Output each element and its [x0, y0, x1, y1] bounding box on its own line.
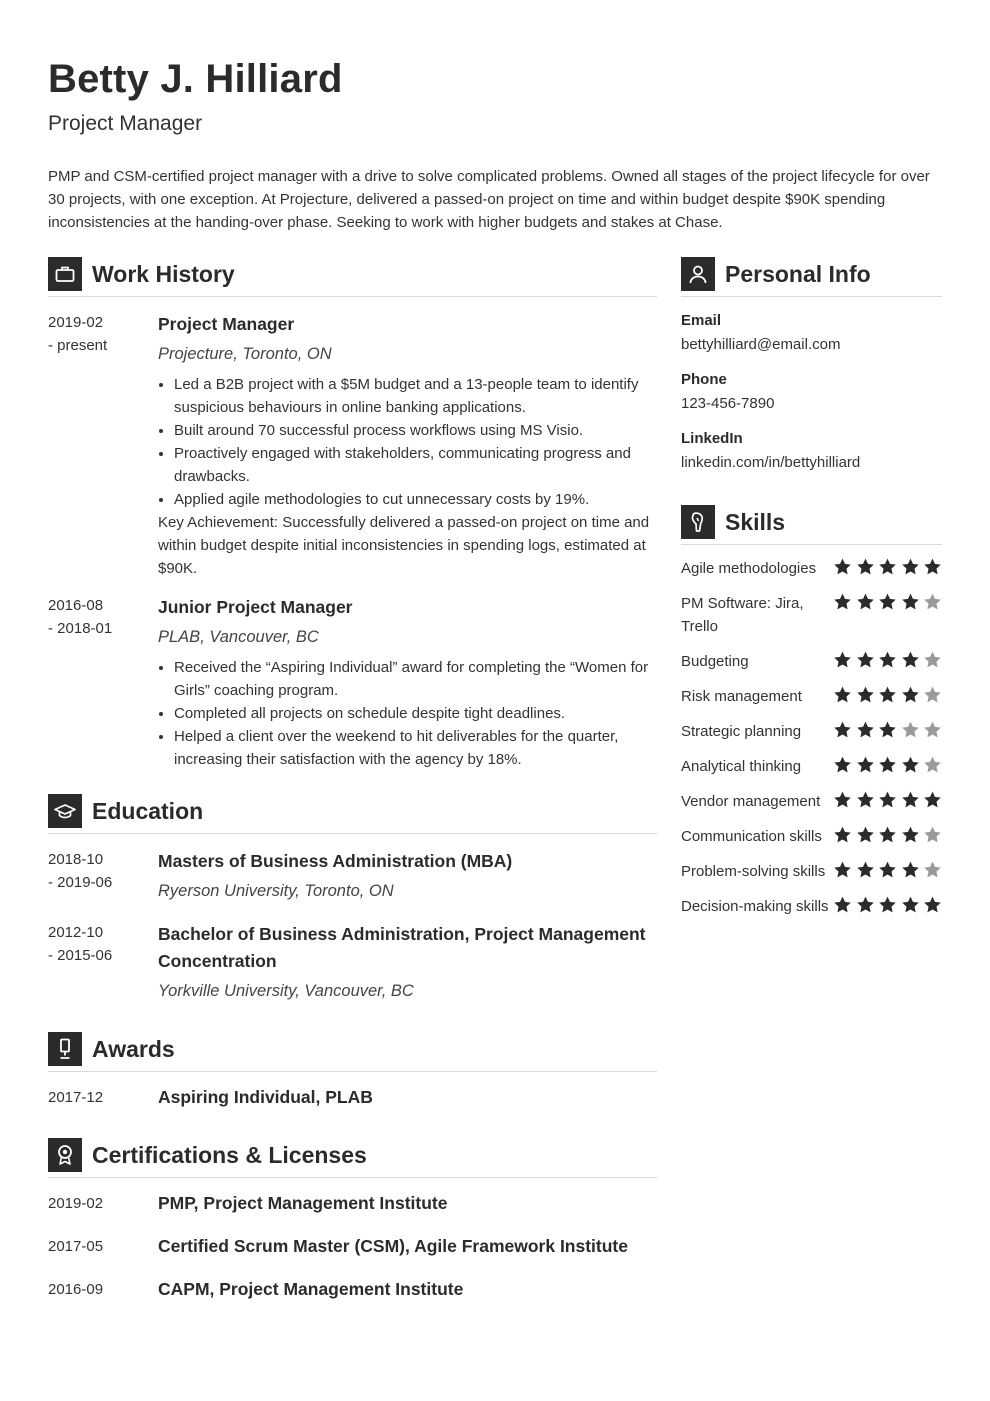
- skill-rating: [830, 557, 943, 576]
- bullet: • Built around 70 successful process workflows using MS Visio.: [174, 419, 657, 442]
- skill-row: [681, 790, 942, 813]
- briefcase-icon: [48, 257, 82, 291]
- certification-entry: [48, 1192, 657, 1217]
- date-end: - 2015-06: [48, 947, 113, 964]
- star-filled-icon: [878, 592, 897, 611]
- certification-date: 2019-02: [48, 1195, 104, 1212]
- star-filled-icon: [856, 755, 875, 774]
- star-empty-icon: [923, 720, 942, 739]
- key-achievement: Key Achievement: Successfully delivered a passed-on project on time and within budget despite initial inconsistencies in spending logs, estimated at $90K.: [158, 514, 650, 577]
- star-filled-icon: [901, 685, 920, 704]
- phone-value[interactable]: 123-456-7890: [681, 395, 775, 412]
- star-filled-icon: [833, 790, 852, 809]
- award-entry: [48, 1086, 657, 1111]
- star-filled-icon: [833, 557, 852, 576]
- awards-section: [48, 1031, 657, 1111]
- star-filled-icon: [833, 755, 852, 774]
- star-filled-icon: [856, 592, 875, 611]
- star-filled-icon: [856, 860, 875, 879]
- skill-name: Communication skills: [681, 828, 822, 845]
- skill-row: [681, 592, 942, 638]
- work-entry: [48, 594, 657, 771]
- star-filled-icon: [856, 650, 875, 669]
- date-end: - present: [48, 337, 108, 354]
- star-filled-icon: [878, 825, 897, 844]
- right-column: [681, 256, 942, 918]
- certification-date: 2016-09: [48, 1281, 104, 1298]
- education-entry-body: [158, 848, 657, 903]
- date-start: 2016-08: [48, 597, 104, 614]
- star-filled-icon: [878, 755, 897, 774]
- work-history-section: [48, 256, 657, 771]
- date-end: - 2019-06: [48, 874, 113, 891]
- info-phone: [681, 369, 942, 415]
- skill-rating: [830, 790, 943, 809]
- job-bullets: [158, 656, 657, 771]
- date-end: - 2018-01: [48, 620, 113, 637]
- certification-title: PMP, Project Management Institute: [158, 1193, 448, 1213]
- personal-info-header: [681, 256, 942, 297]
- certification-title: Certified Scrum Master (CSM), Agile Framework Institute: [158, 1236, 628, 1256]
- candidate-name: Betty J. Hilliard: [48, 57, 343, 101]
- skill-row: [681, 860, 942, 883]
- job-title: Project Manager: [158, 314, 295, 334]
- info-email: [681, 310, 942, 356]
- skill-row: [681, 685, 942, 708]
- star-filled-icon: [833, 825, 852, 844]
- work-history-title: Work History: [92, 260, 235, 287]
- star-filled-icon: [856, 557, 875, 576]
- star-filled-icon: [901, 592, 920, 611]
- star-filled-icon: [833, 720, 852, 739]
- degree-title: Masters of Business Administration (MBA): [158, 851, 513, 871]
- left-column: [48, 256, 657, 1303]
- star-filled-icon: [878, 720, 897, 739]
- skill-name: Analytical thinking: [681, 758, 802, 775]
- skill-row: [681, 755, 942, 778]
- graduation-cap-icon: [48, 794, 82, 828]
- skill-name: Risk management: [681, 688, 802, 705]
- skills-section: [681, 504, 942, 918]
- candidate-role: Project Manager: [48, 112, 203, 135]
- star-filled-icon: [833, 592, 852, 611]
- skill-rating: [830, 895, 943, 914]
- star-filled-icon: [878, 860, 897, 879]
- info-label: LinkedIn: [681, 430, 743, 447]
- star-filled-icon: [923, 895, 942, 914]
- skill-rating: [830, 825, 943, 844]
- award-title: Aspiring Individual, PLAB: [158, 1087, 373, 1107]
- skill-rating: [830, 755, 943, 774]
- star-empty-icon: [923, 650, 942, 669]
- star-filled-icon: [901, 790, 920, 809]
- education-title: Education: [92, 797, 204, 824]
- certification-entry: [48, 1278, 657, 1303]
- star-filled-icon: [856, 720, 875, 739]
- skills-header: [681, 504, 942, 545]
- info-label: Phone: [681, 371, 727, 388]
- certification-title: CAPM, Project Management Institute: [158, 1279, 464, 1299]
- date-start: 2019-02: [48, 314, 104, 331]
- job-company: PLAB, Vancouver, BC: [158, 628, 319, 646]
- bullet: • Received the “Aspiring Individual” award for completing the “Women for Girls” coaching program.: [174, 656, 657, 702]
- education-entry-date: [48, 848, 158, 903]
- certificate-icon: [48, 1138, 82, 1172]
- award-date: 2017-12: [48, 1089, 104, 1106]
- awards-header: [48, 1031, 657, 1072]
- star-filled-icon: [856, 825, 875, 844]
- education-entry: [48, 848, 657, 903]
- info-label: Email: [681, 312, 722, 329]
- star-filled-icon: [901, 650, 920, 669]
- star-filled-icon: [878, 557, 897, 576]
- work-entry-body: [158, 594, 657, 771]
- awards-title: Awards: [92, 1035, 175, 1062]
- work-history-header: [48, 256, 657, 297]
- skills-title: Skills: [725, 508, 786, 535]
- star-empty-icon: [923, 592, 942, 611]
- certifications-title: Certifications & Licenses: [92, 1141, 367, 1168]
- skill-row: [681, 557, 942, 580]
- work-entry-date: [48, 311, 158, 580]
- bullet: • Helped a client over the weekend to hit deliverables for the quarter, increasing their satisfaction with the agency by 18%.: [174, 725, 657, 771]
- bullet: • Proactively engaged with stakeholders, communicating progress and drawbacks.: [174, 442, 657, 488]
- skill-name: Decision-making skills: [681, 898, 829, 915]
- certification-entry: [48, 1235, 657, 1260]
- skill-row: [681, 895, 942, 918]
- skill-row: [681, 825, 942, 848]
- linkedin-value[interactable]: linkedin.com/in/bettyhilliard: [681, 454, 861, 471]
- job-company: Projecture, Toronto, ON: [158, 345, 332, 363]
- work-entry: [48, 311, 657, 580]
- star-filled-icon: [901, 755, 920, 774]
- star-filled-icon: [901, 895, 920, 914]
- trophy-icon: [48, 1032, 82, 1066]
- skills-icon: [681, 505, 715, 539]
- star-filled-icon: [901, 860, 920, 879]
- education-entry-body: [158, 921, 657, 1003]
- degree-title: Bachelor of Business Administration, Project Management Concentration: [158, 924, 646, 971]
- star-empty-icon: [901, 720, 920, 739]
- certification-entry-body: [158, 1278, 657, 1303]
- star-filled-icon: [878, 790, 897, 809]
- star-filled-icon: [833, 895, 852, 914]
- skill-name: PM Software: Jira, Trello: [681, 595, 804, 635]
- skill-name: Problem-solving skills: [681, 863, 826, 880]
- skill-rating: [830, 592, 943, 611]
- certifications-section: [48, 1137, 657, 1303]
- star-filled-icon: [923, 790, 942, 809]
- star-filled-icon: [856, 685, 875, 704]
- certifications-header: [48, 1137, 657, 1178]
- star-empty-icon: [923, 860, 942, 879]
- work-entry-date: [48, 594, 158, 771]
- skill-name: Agile methodologies: [681, 560, 817, 577]
- skill-row: [681, 720, 942, 743]
- skill-name: Strategic planning: [681, 723, 802, 740]
- skill-rating: [830, 720, 943, 739]
- skills-list: [681, 557, 942, 918]
- star-filled-icon: [833, 860, 852, 879]
- star-filled-icon: [833, 685, 852, 704]
- bullet: • Completed all projects on schedule despite tight deadlines.: [174, 702, 657, 725]
- work-entry-body: [158, 311, 657, 580]
- school-name: Yorkville University, Vancouver, BC: [158, 982, 414, 1000]
- certification-entry-body: [158, 1235, 657, 1260]
- date-start: 2018-10: [48, 851, 104, 868]
- education-header: [48, 793, 657, 834]
- star-filled-icon: [901, 825, 920, 844]
- person-icon: [681, 257, 715, 291]
- star-empty-icon: [923, 685, 942, 704]
- star-filled-icon: [856, 790, 875, 809]
- star-filled-icon: [923, 557, 942, 576]
- star-filled-icon: [901, 557, 920, 576]
- info-linkedin: [681, 428, 942, 474]
- star-filled-icon: [878, 650, 897, 669]
- bullet: • Applied agile methodologies to cut unnecessary costs by 19%.: [174, 488, 657, 511]
- skill-name: Budgeting: [681, 653, 749, 670]
- certification-date: 2017-05: [48, 1238, 104, 1255]
- school-name: Ryerson University, Toronto, ON: [158, 882, 394, 900]
- skill-rating: [830, 860, 943, 879]
- job-title: Junior Project Manager: [158, 597, 353, 617]
- award-entry-body: [158, 1086, 657, 1111]
- skill-name: Vendor management: [681, 793, 821, 810]
- job-bullets: [158, 373, 657, 511]
- email-value[interactable]: bettyhilliard@email.com: [681, 336, 841, 353]
- date-start: 2012-10: [48, 924, 104, 941]
- star-empty-icon: [923, 755, 942, 774]
- star-filled-icon: [878, 685, 897, 704]
- star-filled-icon: [856, 895, 875, 914]
- education-entry-date: [48, 921, 158, 1003]
- bullet: • Led a B2B project with a $5M budget and a 13-people team to identify suspicious behaviours in online banking applications.: [174, 373, 657, 419]
- star-filled-icon: [878, 895, 897, 914]
- personal-info-title: Personal Info: [725, 260, 871, 287]
- star-empty-icon: [923, 825, 942, 844]
- education-section: [48, 793, 657, 1003]
- star-filled-icon: [833, 650, 852, 669]
- certification-entry-body: [158, 1192, 657, 1217]
- profile-summary: PMP and CSM-certified project manager with a drive to solve complicated problems. Owned all stages of the project lifecycle for over 30 projects, with one exception. At Projecture, delivered a passed-on project on time and within budget despite $90K spending inconsistencies at the handing-over phase. Seeking to work with higher budgets and stakes at Chase.: [48, 168, 930, 231]
- personal-info-section: [681, 256, 942, 474]
- education-entry: [48, 921, 657, 1003]
- skill-rating: [830, 685, 943, 704]
- skill-rating: [830, 650, 943, 669]
- skill-row: [681, 650, 942, 673]
